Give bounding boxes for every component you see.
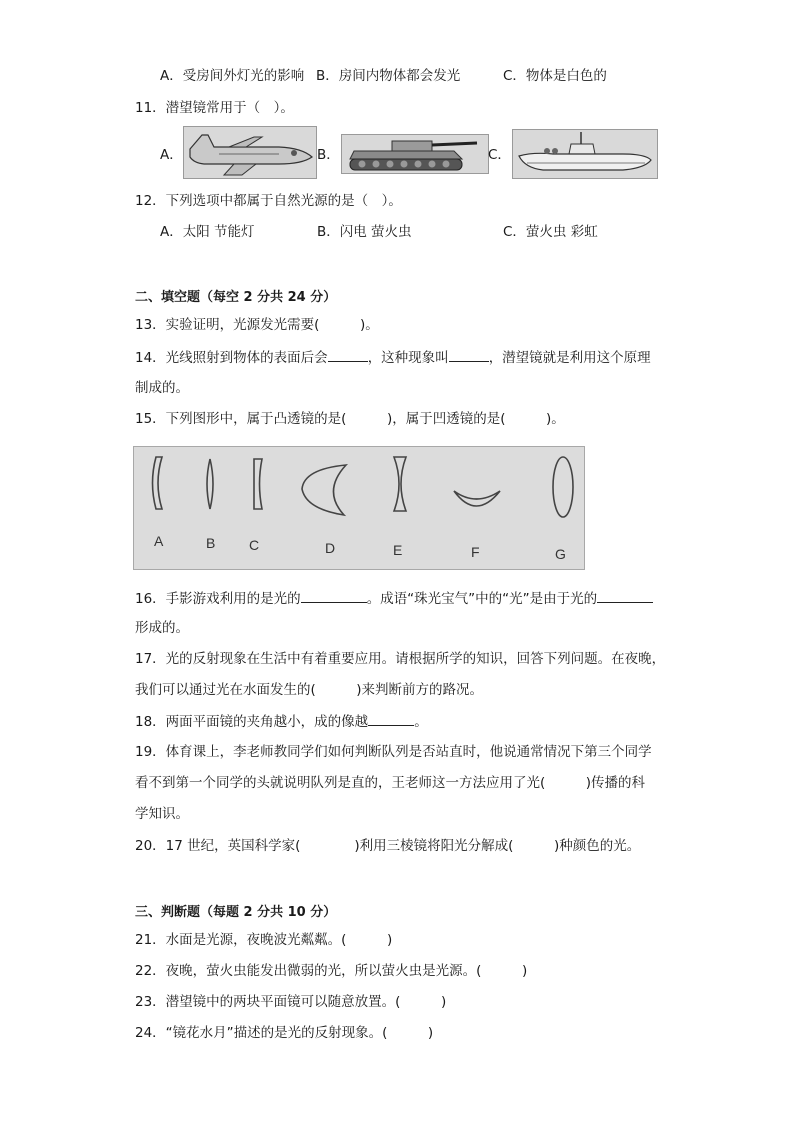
q16-part-1: 16．手影游戏利用的是光的 bbox=[135, 591, 301, 607]
q19-line-1: 19．体育课上，李老师教同学们如何判断队列是否站直时，他说通常情况下第三个同学 bbox=[135, 744, 652, 760]
section-3-title: 三、判断题（每题 2 分共 10 分） bbox=[135, 905, 337, 920]
q10-option-a: A．受房间外灯光的影响 bbox=[160, 68, 305, 84]
lens-f-shape bbox=[454, 491, 500, 506]
q18-part-1: 18．两面平面镜的夹角越小，成的像越 bbox=[135, 714, 369, 730]
q15: 15．下列图形中，属于凸透镜的是( )，属于凹透镜的是( )。 bbox=[135, 411, 565, 427]
q10-option-c: C．物体是白色的 bbox=[503, 68, 607, 84]
q19-line-3: 学知识。 bbox=[135, 806, 189, 822]
q14-line-1 bbox=[135, 347, 651, 368]
q12-option-c: C．萤火虫 彩虹 bbox=[503, 224, 598, 240]
q14-blank-2[interactable] bbox=[449, 347, 489, 362]
q10-option-b: B．房间内物体都会发光 bbox=[316, 68, 461, 84]
q13: 13．实验证明，光源发光需要( )。 bbox=[135, 317, 379, 333]
q11-label-a: A． bbox=[160, 147, 183, 163]
q18 bbox=[135, 711, 428, 732]
q22: 22．夜晚，萤火虫能发出微弱的光，所以萤火虫是光源。( ) bbox=[135, 963, 528, 979]
q12-option-a: A．太阳 节能灯 bbox=[160, 224, 255, 240]
lens-a-shape bbox=[153, 457, 163, 509]
q16-blank-2[interactable] bbox=[597, 588, 653, 603]
lens-label-a: A bbox=[154, 533, 164, 549]
q16-line-1 bbox=[135, 588, 653, 609]
q16-part-2: 。成语“珠光宝气”中的“光”是由于光的 bbox=[366, 591, 598, 607]
q16-blank-1[interactable] bbox=[301, 588, 367, 603]
q11-label-b: B． bbox=[317, 147, 340, 163]
lens-figure bbox=[133, 446, 585, 570]
q14-part-2: ，这种现象叫 bbox=[367, 350, 449, 366]
q18-part-2: 。 bbox=[414, 714, 428, 730]
lens-d-shape bbox=[302, 465, 346, 515]
lens-label-g: G bbox=[555, 546, 566, 562]
submarine-image bbox=[512, 129, 658, 179]
q11-stem: 11．潜望镜常用于（ ）。 bbox=[135, 100, 294, 116]
q16-line-2: 形成的。 bbox=[135, 620, 189, 636]
q12-stem: 12．下列选项中都属于自然光源的是（ ）。 bbox=[135, 193, 402, 209]
lens-label-c: C bbox=[249, 537, 260, 553]
section-2-title: 二、填空题（每空 2 分共 24 分） bbox=[135, 290, 337, 305]
lens-b-shape bbox=[207, 459, 213, 509]
q17-line-1: 17．光的反射现象在生活中有着重要应用。请根据所学的知识，回答下列问题。在夜晚， bbox=[135, 651, 666, 667]
q23: 23．潜望镜中的两块平面镜可以随意放置。( ) bbox=[135, 994, 447, 1010]
airplane-image bbox=[183, 126, 317, 179]
q18-blank[interactable] bbox=[368, 711, 414, 726]
lens-c-shape bbox=[254, 459, 262, 509]
lens-g-shape bbox=[553, 457, 573, 517]
q14-part-3: ，潜望镜就是利用这个原理 bbox=[488, 350, 651, 366]
lens-label-d: D bbox=[325, 540, 336, 556]
q17-line-2: 我们可以通过光在水面发生的( )来判断前方的路况。 bbox=[135, 682, 484, 698]
q21: 21．水面是光源，夜晚波光粼粼。( ) bbox=[135, 932, 393, 948]
tank-image bbox=[341, 134, 489, 174]
q12-option-b: B．闪电 萤火虫 bbox=[317, 224, 412, 240]
lens-e-shape bbox=[394, 457, 406, 511]
lens-label-f: F bbox=[471, 544, 480, 560]
q24: 24．“镜花水月”描述的是光的反射现象。( ) bbox=[135, 1025, 434, 1041]
q19-line-2: 看不到第一个同学的头就说明队列是直的，王老师这一方法应用了光( )传播的科 bbox=[135, 775, 646, 791]
q14-part-1: 14．光线照射到物体的表面后会 bbox=[135, 350, 328, 366]
q14-blank-1[interactable] bbox=[328, 347, 368, 362]
lens-label-b: B bbox=[206, 535, 216, 551]
q11-label-c: C． bbox=[488, 147, 511, 163]
q14-line-2: 制成的。 bbox=[135, 380, 189, 396]
q20: 20．17 世纪，英国科学家( )利用三棱镜将阳光分解成( )种颜色的光。 bbox=[135, 838, 641, 854]
lens-label-e: E bbox=[393, 542, 403, 558]
